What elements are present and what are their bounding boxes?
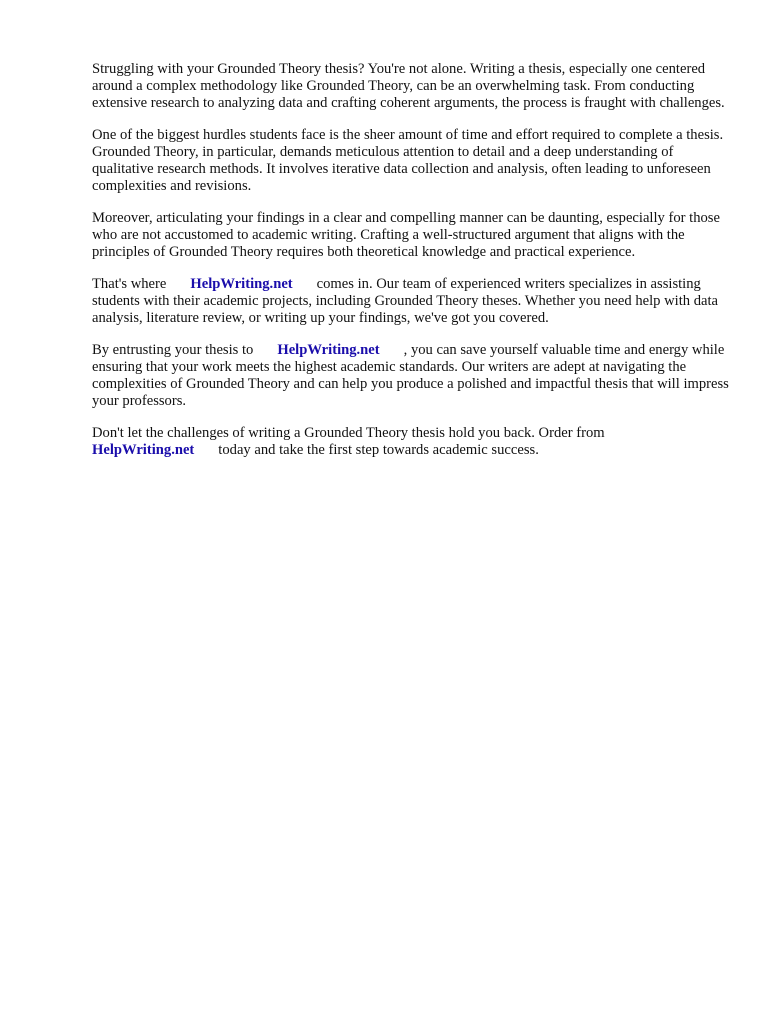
paragraph-text-lead: By entrusting your thesis to: [92, 342, 254, 358]
paragraph-text-lead: Don't let the challenges of writing a Grounded Theory thesis hold you back. Order from: [92, 425, 605, 441]
paragraph-text-tail: comes in. Our team of experienced writers specializes in assisting students with their academic projects, including Grounded Theory theses. Whether you need help with data analysis, literature review, or writing up your findings, we've got you covered.: [92, 276, 719, 326]
paragraph-text-tail: today and take the first step towards academic success.: [218, 442, 539, 458]
helpwriting-link-1[interactable]: HelpWriting.net: [190, 276, 293, 292]
paragraph-entrusting: [92, 342, 732, 410]
paragraph-thats-where: [92, 276, 732, 327]
paragraph-articulating: Moreover, articulating your findings in a clear and compelling manner can be daunting, especially for those who are not accustomed to academic writing. Crafting a well-structured argument that aligns with the principles of Grounded Theory requires both theoretical knowledge and practical experience.: [92, 210, 720, 260]
paragraph-order: [92, 425, 732, 459]
paragraph-text-lead: That's where: [92, 276, 167, 292]
paragraph-text-tail: , you can save yourself valuable time and energy while ensuring that your work meets the highest academic standards. Our writers are adept at navigating the complexities of Grounded Theory and can help you produce a polished and impactful thesis that will impress your professors.: [92, 342, 729, 409]
helpwriting-link-3[interactable]: HelpWriting.net: [92, 442, 195, 458]
document-body: [92, 61, 732, 474]
paragraph-hurdles: One of the biggest hurdles students face is the sheer amount of time and effort required to complete a thesis. Grounded Theory, in particular, demands meticulous attention to detail and a deep understanding of qualitative research methods. It involves iterative data collection and analysis, often leading to unforeseen complexities and revisions.: [92, 127, 724, 194]
paragraph-intro: Struggling with your Grounded Theory thesis? You're not alone. Writing a thesis, especially one centered around a complex methodology like Grounded Theory, can be an overwhelming task. From conducting extensive research to analyzing data and crafting coherent arguments, the process is fraught with challenges.: [92, 61, 725, 111]
helpwriting-link-2[interactable]: HelpWriting.net: [277, 342, 380, 358]
